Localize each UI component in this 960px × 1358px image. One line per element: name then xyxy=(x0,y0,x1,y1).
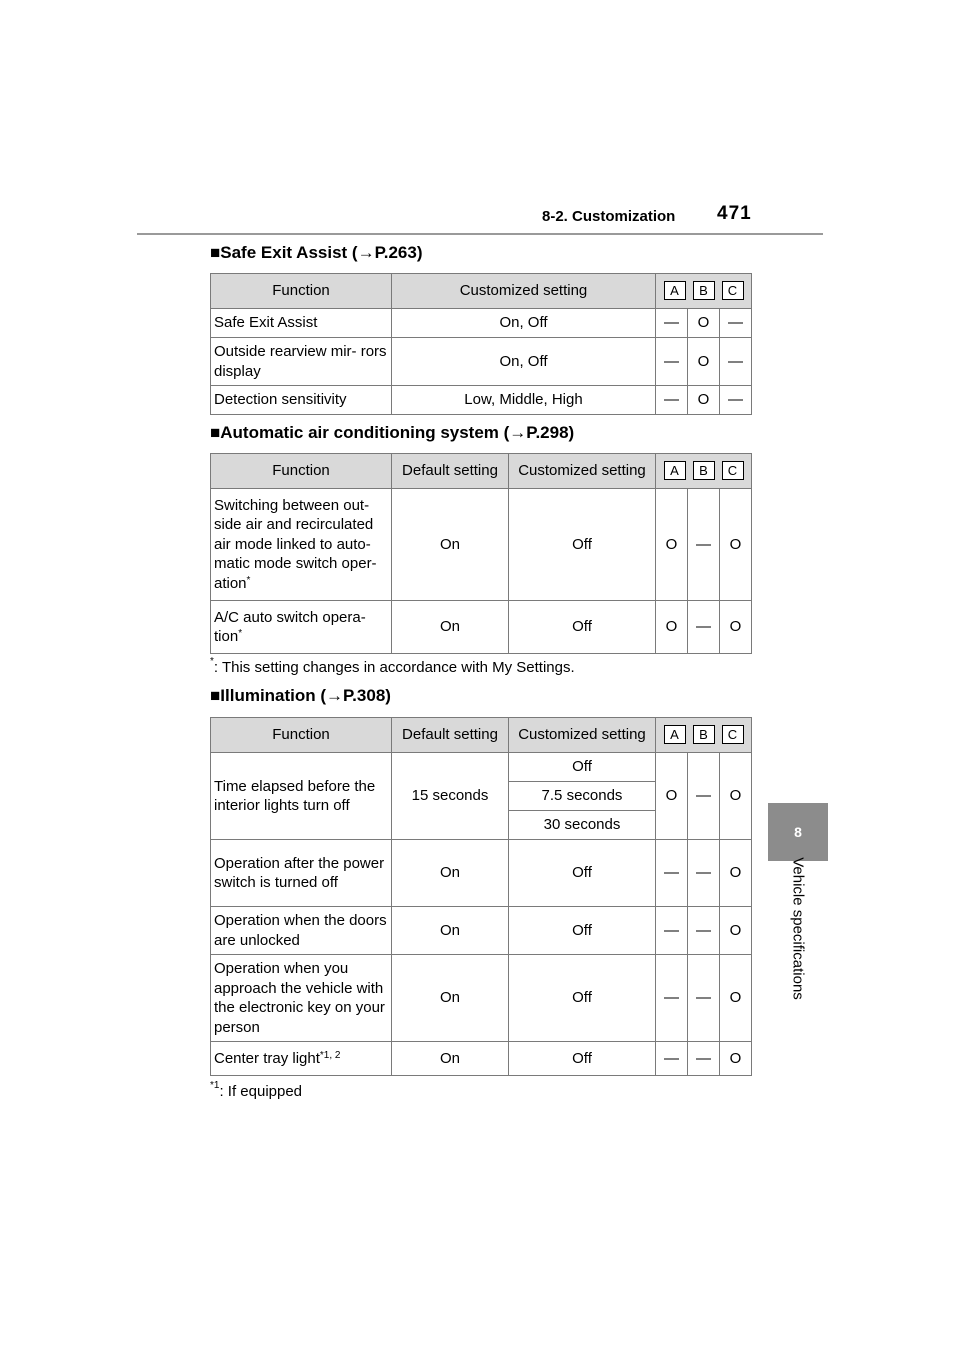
model-c-cell: O xyxy=(720,601,752,654)
model-a-cell: O xyxy=(656,489,688,601)
chapter-tab: 8 xyxy=(768,803,828,861)
customized-cell: Off xyxy=(509,489,656,601)
footnote-mark: * xyxy=(238,628,243,639)
customized-cell: Off xyxy=(509,840,656,907)
column-header-models xyxy=(656,718,752,753)
model-c-cell: — xyxy=(720,386,752,415)
default-cell: On xyxy=(392,955,509,1042)
footnote-if-equipped xyxy=(210,1080,303,1100)
model-c-icon: C xyxy=(722,461,744,480)
model-c-cell: O xyxy=(720,1042,752,1076)
function-cell: Outside rearview mir- rors display xyxy=(211,338,392,386)
default-cell: On xyxy=(392,601,509,654)
column-header-function: Function xyxy=(211,718,392,753)
table-row xyxy=(211,840,752,907)
function-text: Switching between out- side air and recirculated air mode linked to auto- matic mode switch oper- ation xyxy=(214,496,377,592)
default-cell: 15 seconds xyxy=(392,753,509,840)
customized-cell: Off xyxy=(509,955,656,1042)
footnote-mark: * xyxy=(210,656,214,667)
model-b-cell: — xyxy=(688,840,720,907)
customized-cell: Off xyxy=(509,753,656,782)
model-a-cell: — xyxy=(656,955,688,1042)
model-b-cell: O xyxy=(688,309,720,338)
footnote-my-settings xyxy=(210,656,575,676)
default-cell: On xyxy=(392,1042,509,1076)
default-cell: On xyxy=(392,840,509,907)
model-c-cell: — xyxy=(720,338,752,386)
section-heading: 8-2. Customization xyxy=(542,208,676,225)
table-row xyxy=(211,489,752,601)
table-row xyxy=(211,601,752,654)
table-header-row xyxy=(211,454,752,489)
function-cell xyxy=(211,601,392,654)
column-header-default: Default setting xyxy=(392,454,509,489)
customized-cell: 30 seconds xyxy=(509,811,656,840)
customized-cell: On, Off xyxy=(392,338,656,386)
model-b-cell: O xyxy=(688,338,720,386)
footnote-text: : If equipped xyxy=(219,1083,303,1100)
column-header-customized: Customized setting xyxy=(392,274,656,309)
footnote-mark: * xyxy=(246,574,251,586)
customized-cell: Low, Middle, High xyxy=(392,386,656,415)
page-number: 471 xyxy=(717,203,752,224)
table-row xyxy=(211,955,752,1042)
model-a-icon: A xyxy=(664,461,686,480)
model-c-cell: O xyxy=(720,840,752,907)
model-b-cell: — xyxy=(688,601,720,654)
model-a-cell: — xyxy=(656,907,688,955)
function-cell: Detection sensitivity xyxy=(211,386,392,415)
section-title-air-conditioning: ■Automatic air conditioning system (→P.298) xyxy=(210,423,575,442)
model-b-cell: O xyxy=(688,386,720,415)
model-c-cell: — xyxy=(720,309,752,338)
model-c-cell: O xyxy=(720,489,752,601)
table-header-row xyxy=(211,718,752,753)
model-c-cell: O xyxy=(720,753,752,840)
model-b-cell: — xyxy=(688,1042,720,1076)
table-row xyxy=(211,1042,752,1076)
footnote-text: : This setting changes in accordance with My Settings. xyxy=(213,659,575,676)
column-header-function: Function xyxy=(211,274,392,309)
function-text: A/C auto switch opera- tion xyxy=(214,608,366,645)
model-a-cell: — xyxy=(656,309,688,338)
model-b-cell: — xyxy=(688,753,720,840)
model-a-icon: A xyxy=(664,281,686,300)
model-a-cell: — xyxy=(656,840,688,907)
table-row xyxy=(211,753,752,782)
customized-cell: 7.5 seconds xyxy=(509,782,656,811)
column-header-default: Default setting xyxy=(392,718,509,753)
safe-exit-assist-table xyxy=(210,273,752,415)
column-header-customized: Customized setting xyxy=(509,718,656,753)
footnote-mark: *1, 2 xyxy=(319,1049,341,1061)
function-cell: Operation after the power switch is turned off xyxy=(211,840,392,907)
function-text: Center tray light xyxy=(214,1049,320,1067)
column-header-customized: Customized setting xyxy=(509,454,656,489)
model-c-cell: O xyxy=(720,955,752,1042)
model-c-cell: O xyxy=(720,907,752,955)
model-a-cell: — xyxy=(656,338,688,386)
default-cell: On xyxy=(392,489,509,601)
illumination-table xyxy=(210,717,752,1076)
table-header-row xyxy=(211,274,752,309)
function-cell: Operation when the doors are unlocked xyxy=(211,907,392,955)
customized-cell: On, Off xyxy=(392,309,656,338)
table-row xyxy=(211,338,752,386)
model-a-icon: A xyxy=(664,725,686,744)
model-b-cell: — xyxy=(688,955,720,1042)
model-b-cell: — xyxy=(688,489,720,601)
customized-cell: Off xyxy=(509,601,656,654)
model-a-cell: — xyxy=(656,386,688,415)
column-header-function: Function xyxy=(211,454,392,489)
table-row xyxy=(211,309,752,338)
model-a-cell: O xyxy=(656,753,688,840)
customized-cell: Off xyxy=(509,907,656,955)
column-header-models xyxy=(656,274,752,309)
customized-cell: Off xyxy=(509,1042,656,1076)
function-cell xyxy=(211,489,392,601)
table-row xyxy=(211,386,752,415)
air-conditioning-table xyxy=(210,453,752,654)
default-cell: On xyxy=(392,907,509,955)
model-a-cell: O xyxy=(656,601,688,654)
model-a-cell: — xyxy=(656,1042,688,1076)
model-c-icon: C xyxy=(722,725,744,744)
function-cell xyxy=(211,1042,392,1076)
model-b-icon: B xyxy=(693,461,715,480)
table-row xyxy=(211,907,752,955)
section-title-illumination: ■Illumination (→P.308) xyxy=(210,686,391,705)
function-cell: Time elapsed before the interior lights turn off xyxy=(211,753,392,840)
section-title-safe-exit-assist: ■Safe Exit Assist (→P.263) xyxy=(210,243,423,262)
footnote-mark: *1 xyxy=(210,1080,220,1091)
function-cell: Operation when you approach the vehicle with the electronic key on your person xyxy=(211,955,392,1042)
model-b-icon: B xyxy=(693,281,715,300)
header-divider xyxy=(137,233,823,235)
function-cell: Safe Exit Assist xyxy=(211,309,392,338)
model-b-cell: — xyxy=(688,907,720,955)
column-header-models xyxy=(656,454,752,489)
chapter-label: Vehicle specifications xyxy=(789,857,807,1000)
model-b-icon: B xyxy=(693,725,715,744)
model-c-icon: C xyxy=(722,281,744,300)
